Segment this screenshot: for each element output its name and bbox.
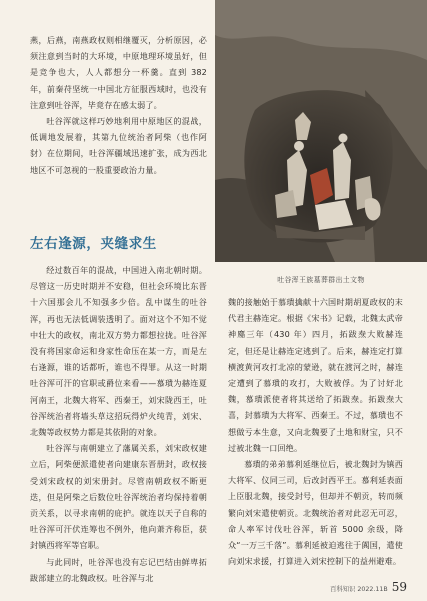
paragraph: 经过数百年的混战，中国进入南北朝时期。尽管这一历史时期并不安稳，但社会环境比东晋十六国那会儿不知强多少倍。乱中谋生的吐谷浑，再也无法低调装透明了。面对这个不知不觉中壮大的政权，南北双方势力都想拉拢。吐谷浑没有将国家命运和身家性命压在某一方，而是左右逢源，谁的话都听，谁也不得罪。从这一时期吐谷浑可汗的官职或爵位来看——慕璝为赫连夏河南王，北魏大将军、西秦王，刘宋陇西王，吐谷浑统治者将墙头草这招玩得炉火纯青，刘宋、北魏等政权势力都是其依附的对象。 xyxy=(30,265,207,438)
magazine-issue: 百科知识 2022.11B xyxy=(330,586,388,593)
paragraph: 燕，后燕，南燕政权则相继覆灭，分析原因，必须注意到当时的大环境，中原地理环境虽好，但是竞争也大，人人都想分一杯羹。直到 382 年，前秦苻坚统一中国北方征服西域时，也没有注意到吐谷浑，毕竟存在感太弱了。 xyxy=(30,35,207,110)
artifact-photo xyxy=(215,0,427,262)
article-column-left-bottom xyxy=(30,262,207,586)
paragraph: 吐谷浑就这样巧妙地利用中原地区的混战，低调地发展着，其第九位统治者阿柴（也作阿豺）在位期间，吐谷浑疆域迅速扩张，成为西北地区不可忽视的一股重要政治力量。 xyxy=(30,116,207,175)
tomb-artifacts-image xyxy=(215,0,427,262)
paragraph: 与此同时，吐谷浑也没有忘记巴结由鲜卑拓跋部建立的北魏政权。吐谷浑与北 xyxy=(30,556,207,583)
section-heading: 左右逢源，夹缝求生 xyxy=(30,236,157,252)
page-footer xyxy=(330,580,407,594)
article-column-right xyxy=(228,294,403,569)
paragraph: 魏的接触始于慕璝擒献十六国时期胡夏政权的末代君主赫连定。根据《宋书》记载，北魏太武帝神䴥三年（430 年）四月，拓跋焘大败赫连定，但还是让赫连定逃到了。后来，赫连定打算横渡黄河攻打北凉的蒙逊，就在渡河之时，赫连定遭到了慕璝的攻打，大败被俘。为了讨好北魏，慕璝派使者将其送给了拓跋焘。拓跋焘大喜，封慕璝为大将军、西秦王。不过，慕璝也不想做亏本生意，又向北魏要了土地和财宝，只不过被北魏一口回绝。 xyxy=(228,297,403,453)
paragraph: 慕璝的弟弟慕利延继位后，被北魏封为镇西大将军、仪同三司，后改封西平王。慕利延表面上臣服北魏，接受封号，但却并不朝贡，转而频繁向刘宋遣使朝贡。北魏统治者对此忍无可忍，命人率军讨伐吐谷浑，斩首 5000 余级，降众“一万三千落”。慕利延被迫逃往于阗国，遣使向刘宋求援，打算进入刘宋控制下的益州避难。 xyxy=(228,459,403,567)
page-number: 59 xyxy=(391,580,407,594)
article-column-left-top xyxy=(30,32,207,178)
paragraph: 吐谷浑与南朝建立了藩属关系，刘宋政权建立后，阿柴便派遣使者向建康东晋册封，政权接受刘宋政权的刘宋册封。尽管南朝政权不断更迭，但是阿柴之后数位吐谷浑统治者均保持着朝贡关系，以寻求南朝的庇护。就连以天子自称的吐谷浑可汗伏连筹也不例外，他向萧齐称臣，获封镇西将军等官职。 xyxy=(30,443,207,551)
photo-caption: 吐谷浑王族墓葬群出土文物 xyxy=(277,276,365,284)
